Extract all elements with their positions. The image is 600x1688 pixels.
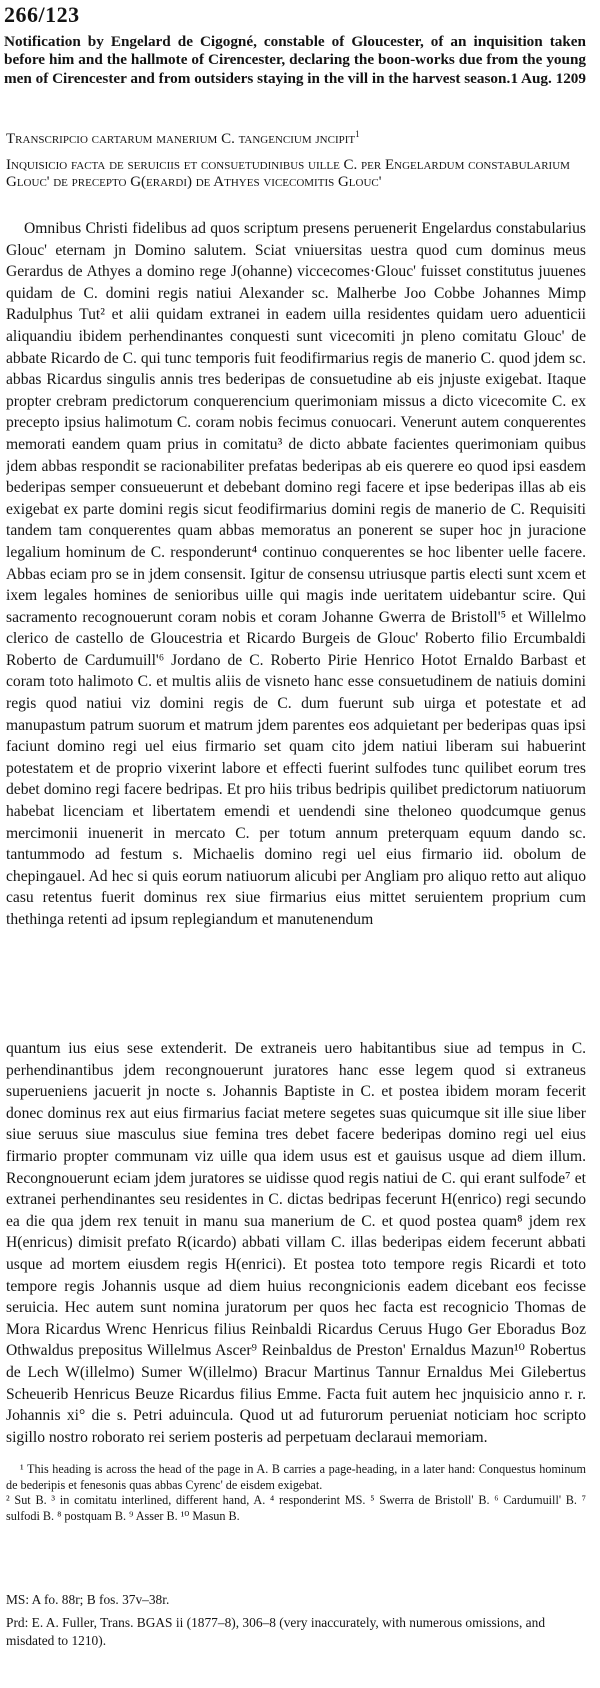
- heading-date: 1 Aug. 1209: [510, 69, 586, 87]
- footnote-variants: ² Sut B. ³ in comitatu interlined, different hand, A. ⁴ responderint MS. ⁵ Swerra de Bristoll' B. ⁶ Cardumuill' B. ⁷ sulfodi B. ⁸ postquam B. ⁹ Asser B. ¹⁰ Masun B.: [6, 1493, 586, 1523]
- manuscript-reference: MS: A fo. 88r; B fos. 37v–38r.: [6, 1592, 170, 1607]
- footnotes: [6, 1462, 586, 1524]
- rubric-transcription: [6, 131, 584, 148]
- rubric-footnote-mark: 1: [355, 129, 360, 139]
- heading-text: Notification by Engelard de Cigogné, constable of Gloucester, of an inquisition taken before him and the hallmote of Cirencester, declaring the boon-works due from the young men of Cirencester and from outsiders staying in the vill in the harvest season.: [4, 33, 586, 87]
- document-number: 266/123: [4, 2, 80, 27]
- rubric-transcription-text: Transcripcio cartarum manerium C. tangencium jncipit: [6, 131, 356, 147]
- footnote-1: ¹ This heading is across the head of the page in A. B carries a page-heading, in a later hand: Conquestus hominum de bederipis et fenesonis quas abbas Cyrenc' de eisdem exigebat.: [6, 1462, 586, 1492]
- charter-text-part2: quantum ius eius sese extenderit. De extraneis uero habitantibus siue ad tempus in C. perhendinantibus jdem recongnouerunt juratores hanc esse legem quod si extraneus superueniens jacuerit jn nocte s. Johannis Baptiste in C. et postea ibidem moram fecerit donec dominus rex aut eius firmarius faciat metere segetes suas quicumque sit ille siue liber siue seruus siue masculus siue femina tres debet facere bederipas domino regi uel eius firmario propter communam viz uille qua idem usus est et gauisus usque ad diem illum. Recongnouerunt eciam jdem juratores se uidisse quod regis natiui de C. qui erant sulfode⁷ et extranei perhendinantes seu residentes in C. dictas bedripas fecerunt H(enrico) regi secundo ea die qua jdem rex tenuit in manu sua manerium de C. et quod postea quam⁸ jdem rex H(enricus) dimisit prefato R(icardo) abbati villam C. illas bederipas eidem fecerunt abbati usque ad mortem eiusdem regis H(enrici). Et postea toto tempore regis Ricardi et toto tempore regis Johannis usque ad diem huius recongnicionis eadem dicebant eos fecisse seruicia. Hec autem sunt nomina juratorum per quos hec facta est recognicio Thomas de Mora Ricardus Wrenc Henricus filius Reinbaldi Ricardus Ceruus Hugo Ger Eboradus Boz Othwaldus prepositus Willelmus Ascer⁹ Reinbaldus de Preston' Ernaldus Mazun¹⁰ Robertus de Lech W(illelmo) Sumer W(illelmo) Bracur Martinus Tannur Ernaldus Mei Gilebertus Scheuerib Henricus Beuze Ricardus filius Emme. Facta fuit autem hec jnquisicio anno r. r. Johannis xi° die s. Petri aduincula. Quod ut ad futurorum perueniat noticiam hoc scripto sigillo nostro roborato rei seriem posteris ad perpetuam declaraui memoriam.: [6, 1040, 586, 1446]
- charter-text-part1: Omnibus Christi fidelibus ad quos scriptum presens peruenerit Engelardus constabularius Glouc' eternam jn Domino salutem. Sciat vniuersitas uestra quod cum dominus meus Gerardus de Athyes a domino rege J(ohanne) viccecomes·Glouc' fuisset constitutus juuenes quidam de C. domini regis natiui Alexander sc. Malherbe Joo Cobbe Johannes Mimp Radulphus Tut² et alii quidam extranei in eadem uilla residentes quidam uero aduenticii aliquandiu ibidem perhendinantes conquesti sunt vicecomiti jn pleno comitatu Glouc' de abbate Ricardo de C. qui tunc temporis fuit feodifirmarius regis de manerio C. quod jdem sc. abbas Ricardus singulis annis tres bederipas de consuetudine ab eis jnjuste exigebat. Itaque propter crebram predictorum conquerencium querimoniam missus a dicto vicecomite C. ex precepto ipsius halimotum C. coram nobis fecimus conuocari. Venerunt autem conquerentes memorati eandem quam prius in comitatu³ de dicto abbate facientes querimoniam quibus jdem abbas respondit se racionabiliter prefatas bederipas ab eis querere eo quod ipsi easdem bederipas semper consueuerunt et debebant domino regi facere et ipse bederipas illas ab eis exigebat ex parte domini regis sicut feodifirmarius domini regis de manerio de C. Requisiti tandem tam conquerentes quam abbas memoratus an ponerent se super hoc jn juracione legalium hominum de C. responderunt⁴ continuo conquerentes se hoc libenter uelle facere. Abbas eciam pro se in jdem consensit. Igitur de consensu utriusque partis electi sunt xcem et ixem legales homines de senioribus uille qui magis inde ueritatem uidebantur scire. Qui sacramento recognouerunt coram nobis et coram Johanne Gwerra de Bristoll'⁵ et Willelmo clerico de castello de Gloucestria et Ricardo Burgeis de Glouc' Roberto filio Ercumbaldi Roberto de Cardumuill'⁶ Jordano de C. Roberto Pirie Henrico Hotot Ernaldo Barbast et coram toto halimoto C. et multis aliis de visneto hanc esse consuetudinem de natiuis domini regis quod natiui viz domini regis de C. dum fuerunt sub uirga et potestate et ad manupastum patrum suorum et matrum jdem parentes eos adquietant per bederipas quas ipsi faciunt domino regi uel eius firmario set quam cito jdem natiui liberam sui habuerint potestatem et de proprio vixerint labore et effecti fuerint sulfodes tunc quilibet eorum tres debet domino regi facere bedripas. Et pro hiis tribus bedripis quilibet predictorum natiuorum habebat licenciam et libertatem emendi et uendendi sine theloneo quodcumque genus mercimonii inuenerit in mercato C. per totum annum preterquam equum dando sc. tantummodo ad festum s. Michaelis domino regi uel eius firmario iid. obolum de chepingauel. Ad hec si quis eorum natiuorum alicubi per Angliam pro aliquo retto aut aliquo casu retentus fuerit dominus rex siue firmarius eius mittet seruientem proprium cum thethinga retenti ad ipsum replegiandum et manutenendum: [6, 220, 586, 928]
- document-heading: [4, 33, 586, 88]
- printed-reference: Prd: E. A. Fuller, Trans. BGAS ii (1877–8), 306–8 (very inaccurately, with numerous omissions, and misdated to 1210).: [6, 1615, 546, 1648]
- rubric-inquisition: Inquisicio facta de seruiciis et consuetudinibus uille C. per Engelardum constabularium Glouc' de precepto G(erardi) de Athyes vicecomitis Glouc': [6, 157, 570, 190]
